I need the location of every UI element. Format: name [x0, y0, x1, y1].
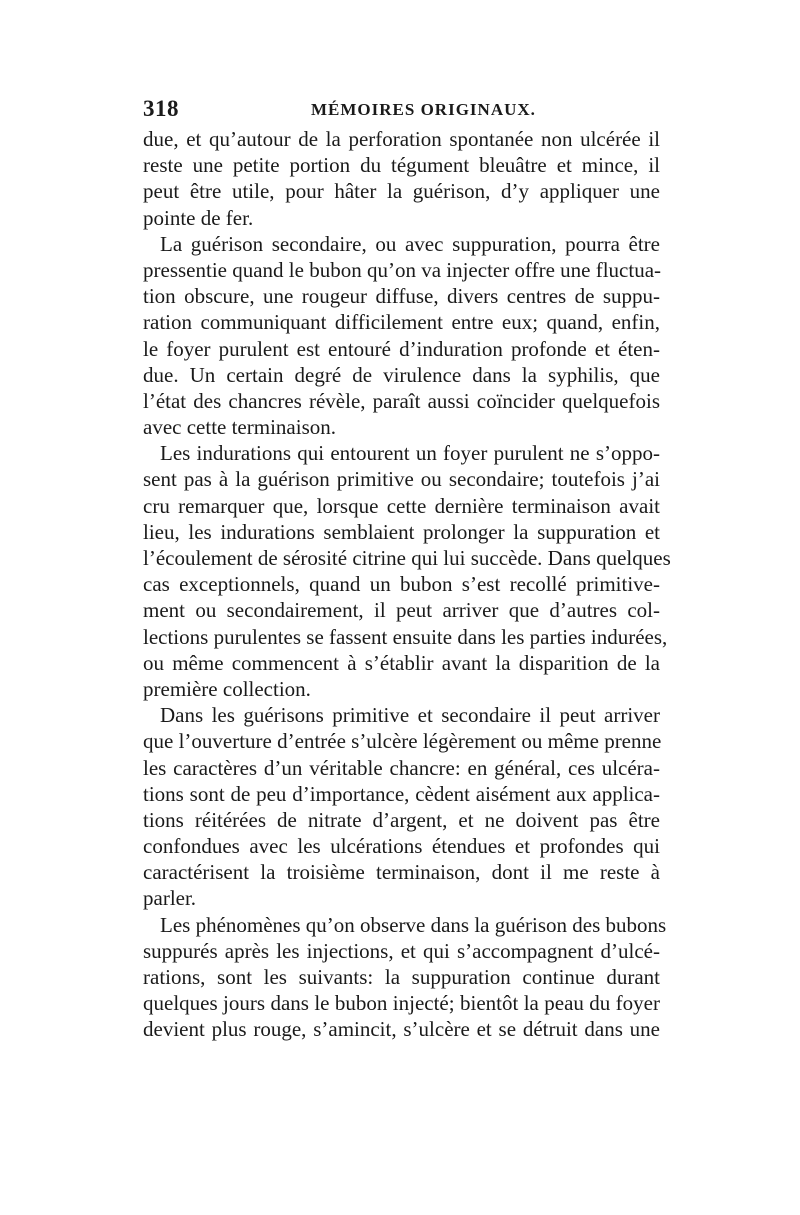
- text-line: ment ou secondairement, il peut arriver que d’autres col-: [143, 598, 660, 623]
- body-text: [143, 126, 671, 1043]
- text-line: La guérison secondaire, ou avec suppuration, pourra être: [160, 231, 660, 256]
- text-line: rations, sont les suivants: la suppuration continue durant: [143, 965, 660, 989]
- text-line: cru remarquer que, lorsque cette dernière terminaison avait: [143, 493, 660, 518]
- text-line: l’écoulement de sérosité citrine qui lui succède. Dans quelques: [143, 546, 671, 570]
- text-line: ration communiquant difficilement entre eux; quand, enfin,: [143, 310, 660, 335]
- text-line: que l’ouverture d’entrée s’ulcère légèrement ou même prenne: [143, 729, 662, 754]
- text-line: Dans les guérisons primitive et secondaire il peut arriver: [160, 703, 660, 728]
- text-line: caractérisent la troisième terminaison, dont il me reste à: [143, 860, 660, 885]
- text-line: cas exceptionnels, quand un bubon s’est recollé primitive-: [143, 572, 660, 597]
- page-header: [143, 96, 663, 126]
- page-number: 318: [143, 96, 179, 121]
- text-line: tion obscure, une rougeur diffuse, divers centres de suppu-: [143, 284, 660, 309]
- text-line: suppurés après les injections, et qui s’accompagnent d’ulcé-: [143, 938, 660, 963]
- text-line: l’état des chancres révèle, paraît aussi coïncider quelquefois: [143, 388, 660, 413]
- text-line: devient plus rouge, s’amincit, s’ulcère et se détruit dans une: [143, 1017, 660, 1042]
- text-line: peut être utile, pour hâter la guérison, d’y appliquer une: [143, 179, 660, 204]
- text-line: sent pas à la guérison primitive ou secondaire; toutefois j’ai: [143, 467, 660, 492]
- text-line: ou même commencent à s’établir avant la disparition de la: [143, 650, 660, 675]
- text-line: Les indurations qui entourent un foyer purulent ne s’oppo-: [160, 441, 660, 466]
- text-line: pressentie quand le bubon qu’on va injecter offre une fluctua-: [143, 257, 662, 282]
- text-line: lieu, les indurations semblaient prolonger la suppuration et: [143, 519, 660, 544]
- text-line: première collection.: [143, 676, 311, 701]
- text-line: tions réitérées de nitrate d’argent, et ne doivent pas être: [143, 807, 660, 832]
- text-line: due, et qu’autour de la perforation spontanée non ulcérée il: [143, 127, 660, 151]
- text-line: Les phénomènes qu’on observe dans la guérison des bubons: [160, 912, 667, 937]
- text-line: reste une petite portion du tégument bleuâtre et mince, il: [143, 153, 660, 178]
- text-line: parler.: [143, 886, 197, 911]
- text-line: avec cette terminaison.: [143, 415, 336, 440]
- text-line: confondues avec les ulcérations étendues et profondes qui: [143, 834, 660, 859]
- text-line: le foyer purulent est entouré d’induration profonde et éten-: [143, 336, 660, 361]
- text-line: pointe de fer.: [143, 205, 254, 230]
- text-line: tions sont de peu d’importance, cèdent aisément aux applica-: [143, 781, 660, 806]
- text-line: quelques jours dans le bubon injecté; bientôt la peau du foyer: [143, 991, 660, 1016]
- running-head: MÉMOIRES ORIGINAUX.: [311, 100, 536, 119]
- text-line: lections purulentes se fassent ensuite dans les parties indurées,: [143, 624, 668, 649]
- text-line: due. Un certain degré de virulence dans la syphilis, que: [143, 362, 660, 387]
- text-line: les caractères d’un véritable chancre: en général, ces ulcéra-: [143, 755, 660, 780]
